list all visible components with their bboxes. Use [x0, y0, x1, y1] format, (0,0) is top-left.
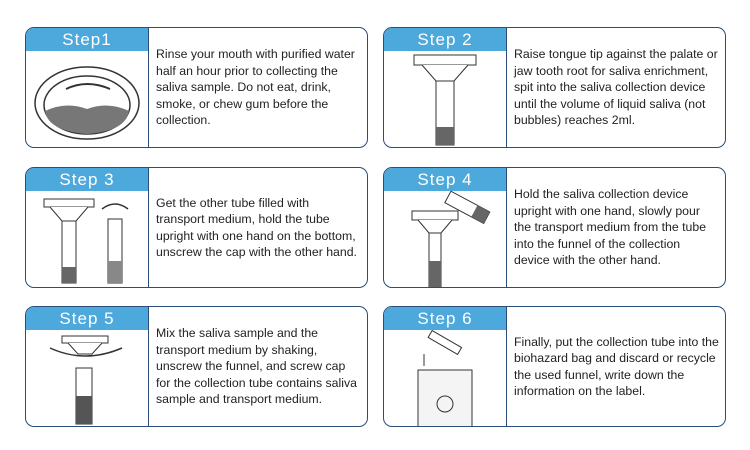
step-6-card: [383, 306, 726, 427]
divider: [148, 307, 149, 426]
step-label: Step 2: [384, 28, 506, 51]
step-text: Mix the saliva sample and the transport medium by shaking, unscrew the funnel, and screw cap for the collection tube contains saliva sample and transport medium.: [156, 326, 357, 407]
biohazard-bag-icon: [384, 330, 506, 427]
step-label: Step 5: [26, 307, 148, 330]
step-1-card: [25, 27, 368, 148]
step-text: Raise tongue tip against the palate or jaw tooth root for saliva enrichment, spit into the saliva collection device until the volume of liquid saliva (not bubbles) reaches 2ml.: [514, 47, 718, 128]
divider: [506, 307, 507, 426]
divider: [506, 168, 507, 287]
divider: [506, 28, 507, 147]
divider: [148, 168, 149, 287]
step-label: Step1: [26, 28, 148, 51]
divider: [148, 28, 149, 147]
pour-medium-icon: [384, 191, 506, 288]
transport-tube-icon: [26, 191, 148, 288]
mouth-rinse-icon: [26, 51, 148, 148]
step-5-card: [25, 306, 368, 427]
step-3-card: [25, 167, 368, 288]
step-4-card: [383, 167, 726, 288]
step-label: Step 6: [384, 307, 506, 330]
screw-cap-icon: [26, 330, 148, 427]
step-text: Finally, put the collection tube into the biohazard bag and discard or recycle the used funnel, write down the information on the label.: [514, 334, 719, 398]
step-label: Step 3: [26, 168, 148, 191]
step-2-card: [383, 27, 726, 148]
step-text: Hold the saliva collection device upright with one hand, slowly pour the transport medium from the tube into the funnel of the collection device with the other hand.: [514, 187, 707, 268]
step-label: Step 4: [384, 168, 506, 191]
collection-device-icon: [384, 51, 506, 148]
step-text: Get the other tube filled with transport medium, hold the tube upright with one hand on the bottom, unscrew the cap with the other hand.: [156, 195, 357, 259]
step-text: Rinse your mouth with purified water half an hour prior to collecting the saliva sample. Do not eat, drink, smoke, or chew gum before the collection.: [156, 47, 355, 128]
